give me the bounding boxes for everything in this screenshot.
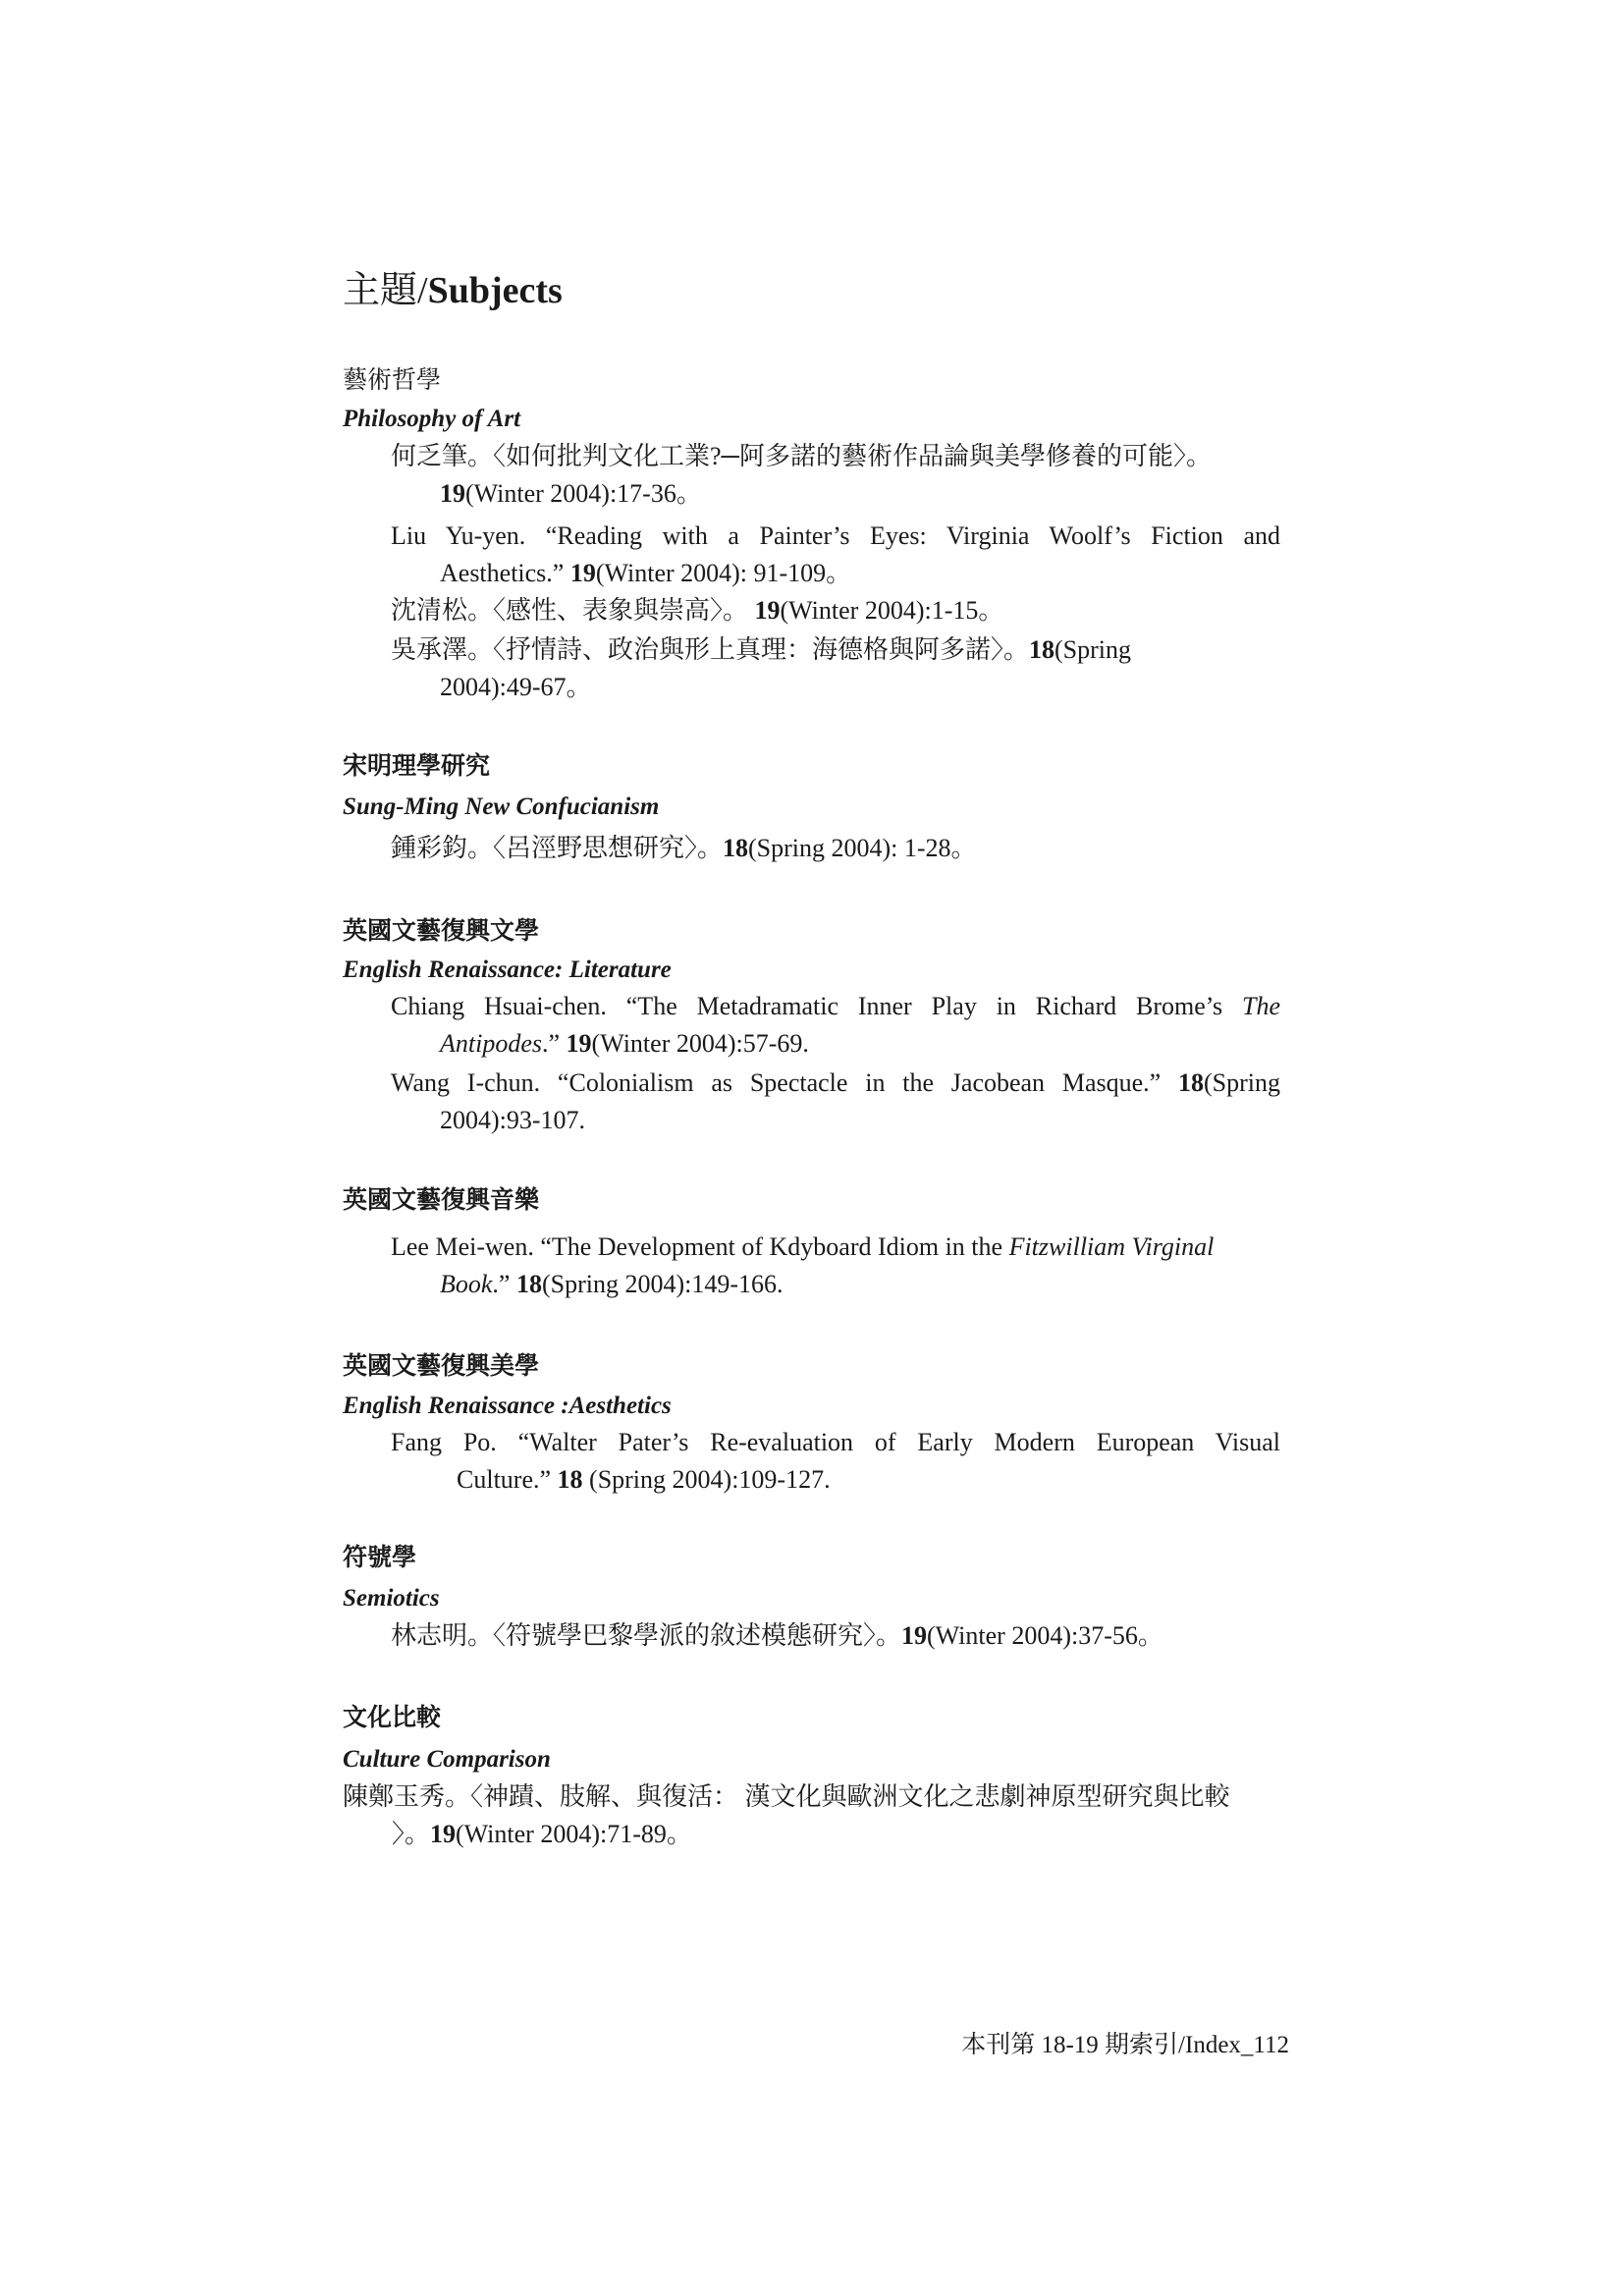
entry-line (391, 555, 1280, 592)
section-heading-neoconf-zh: 宋明理學研究 (343, 751, 491, 780)
volume-number: 19 (566, 1029, 592, 1058)
entry-citation: 〉。 (392, 1820, 431, 1848)
entry-citation: .” (542, 1029, 567, 1058)
volume-number: 18 (515, 1270, 542, 1298)
entry-line (391, 1229, 1280, 1266)
volume-number: 18 (557, 1465, 583, 1494)
entry-line (343, 1816, 1295, 1853)
entry-neoconf-1 (391, 830, 1280, 867)
entry-citation: .” (492, 1270, 516, 1298)
entry-line (391, 592, 1280, 629)
entry-line (391, 1461, 1280, 1499)
section-heading-ren-music-zh: 英國文藝復興音樂 (343, 1185, 540, 1214)
entry-culture-1 (343, 1778, 1295, 1853)
volume-number: 19 (440, 479, 465, 508)
entry-semiotics-1 (391, 1617, 1280, 1655)
entry-line: 何乏筆。〈如何批判文化工業?─阿多諾的藝術作品論與美學修養的可能〉。 (391, 442, 1212, 470)
entry-line (391, 988, 1280, 1025)
entry-line (391, 830, 1280, 867)
entry-line: Liu Yu-yen. “Reading with a Painter’s Eyes: Virginia Woolf’s Fiction and (391, 521, 1280, 550)
volume-number: 18 (723, 834, 749, 862)
volume-number: 18 (1178, 1068, 1204, 1097)
entry-citation: Lee Mei-wen. “The Development of Kdyboard Idiom in the (391, 1232, 1009, 1261)
section-heading-culture-zh: 文化比較 (343, 1703, 442, 1731)
entry-citation: (Winter 2004):57-69. (591, 1029, 809, 1058)
entry-line (391, 475, 1280, 513)
volume-number: 18 (1029, 635, 1055, 664)
volume-number: 19 (569, 559, 596, 587)
entry-citation: (Spring 2004):109-127. (582, 1465, 831, 1494)
section-heading-neoconf-en: Sung-Ming New Confucianism (343, 793, 660, 820)
work-title: The (1242, 992, 1280, 1020)
entry-citation: (Winter 2004):1-15。 (780, 596, 1004, 625)
volume-number: 19 (754, 596, 781, 625)
page-title (343, 267, 563, 314)
entry-ren-lit-2 (391, 1065, 1280, 1139)
section-heading-culture-en: Culture Comparison (343, 1746, 551, 1773)
entry-citation: Chiang Hsuai-chen. “The Metadramatic Inner Play in Richard Brome’s (391, 992, 1242, 1020)
entry-ren-aes-1 (391, 1424, 1280, 1499)
entry-citation: (Spring 2004):149-166. (541, 1270, 784, 1298)
entry-line: 2004):49-67。 (440, 673, 592, 701)
page-title-zh: 主題/ (343, 270, 428, 311)
entry-citation: (Spring (1204, 1068, 1280, 1097)
work-title: Book (440, 1270, 493, 1298)
section-heading-ren-lit-en: English Renaissance: Literature (343, 957, 672, 983)
entry-citation: (Winter 2004):17-36。 (465, 479, 702, 508)
entry-philosophy-2 (391, 518, 1280, 592)
entry-citation: 鍾彩鈞。〈呂涇野思想研究〉。 (391, 834, 724, 862)
entry-citation: Culture.” (457, 1465, 558, 1494)
page-title-en: Subjects (427, 270, 563, 311)
entry-citation: (Spring (1054, 635, 1132, 664)
entry-line (391, 631, 1280, 669)
section-heading-semiotics-en: Semiotics (343, 1585, 440, 1612)
work-title: Fitzwilliam Virginal (1008, 1232, 1215, 1261)
section-heading-semiotics-zh: 符號學 (343, 1543, 417, 1571)
entry-line (391, 1065, 1280, 1102)
entry-citation: 吳承澤。〈抒情詩、政治與形上真理：海德格與阿多諾〉。 (391, 635, 1030, 664)
entry-line: 2004):93-107. (440, 1106, 586, 1134)
entry-citation: (Spring 2004): 1-28。 (748, 834, 977, 862)
entry-line: 陳鄭玉秀。〈神蹟、肢解、與復活： 漢文化與歐洲文化之悲劇神原型研究與比較 (343, 1782, 1230, 1811)
entry-citation: Wang I-chun. “Colonialism as Spectacle in the Jacobean Masque.” (391, 1068, 1178, 1097)
entry-citation: 林志明。〈符號學巴黎學派的敘述模態研究〉。 (391, 1621, 902, 1650)
entry-philosophy-4 (391, 631, 1280, 706)
volume-number: 19 (430, 1820, 457, 1848)
entry-philosophy-3 (391, 592, 1280, 629)
section-heading-ren-lit-zh: 英國文藝復興文學 (343, 916, 540, 945)
entry-line (391, 1617, 1280, 1655)
page-footer: 本刊第 18-19 期索引/Index_112 (961, 2032, 1289, 2058)
entry-citation: 沈清松。〈感性、表象與崇高〉。 (391, 596, 755, 625)
section-heading-philosophy-zh: 藝術哲學 (343, 365, 442, 394)
entry-citation: (Winter 2004):71-89。 (456, 1820, 692, 1848)
section-heading-philosophy-en: Philosophy of Art (343, 406, 521, 432)
entry-ren-lit-1 (391, 988, 1280, 1063)
section-heading-ren-aes-zh: 英國文藝復興美學 (343, 1351, 540, 1380)
entry-ren-music-1 (391, 1229, 1280, 1303)
entry-citation: (Winter 2004):37-56。 (927, 1621, 1163, 1650)
entry-citation: Aesthetics.” (440, 559, 570, 587)
section-heading-ren-aes-en: English Renaissance :Aesthetics (343, 1393, 672, 1419)
volume-number: 19 (901, 1621, 928, 1650)
entry-line (391, 1025, 1280, 1063)
work-title: Antipodes (440, 1029, 542, 1058)
entry-line (391, 1266, 1280, 1303)
entry-philosophy-1 (391, 438, 1280, 513)
entry-line: Fang Po. “Walter Pater’s Re-evaluation of Early Modern European Visual (391, 1428, 1280, 1456)
entry-citation: (Winter 2004): 91-109。 (595, 559, 852, 587)
